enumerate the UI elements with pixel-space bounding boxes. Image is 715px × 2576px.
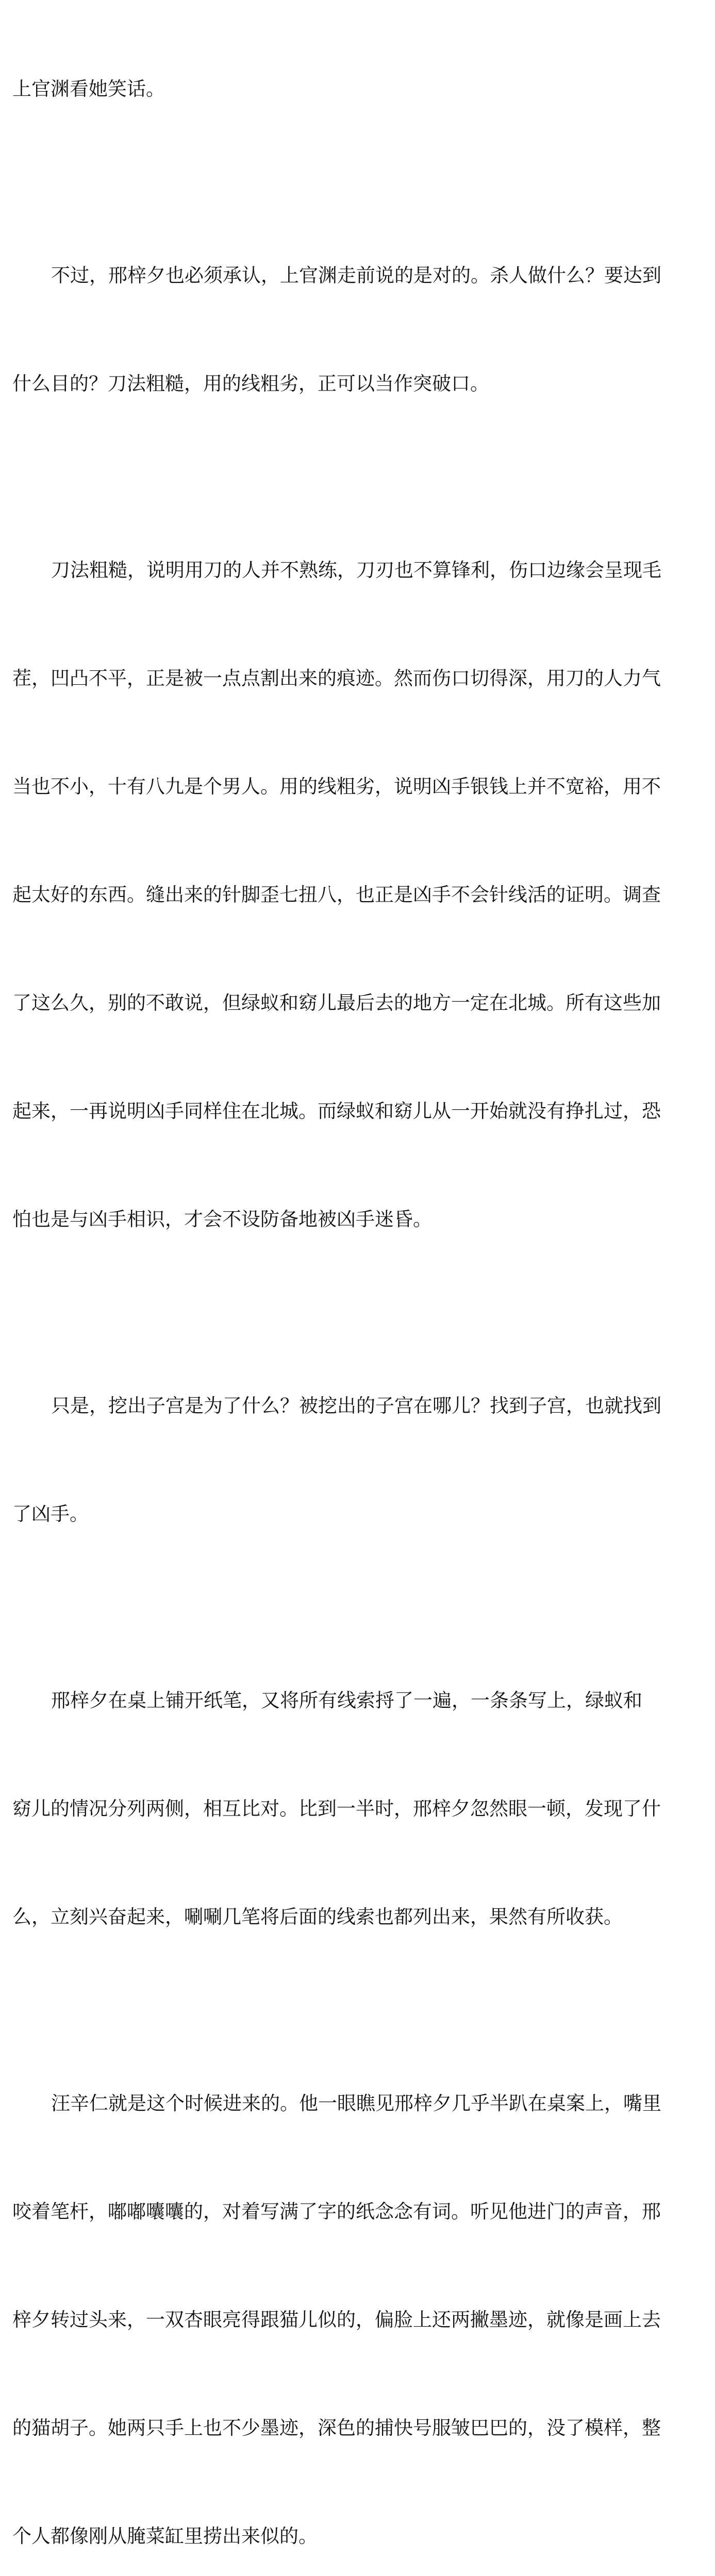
paragraph-gap	[12, 2007, 703, 2013]
text-line: 梓夕转过头来，一双杏眼亮得跟猫儿似的，偏脸上还两撇墨迹，就像是画上去	[12, 2309, 661, 2331]
text-line: 只是，挖出子宫是为了什么？被挖出的子宫在哪儿？找到子宫，也就找到	[51, 1395, 661, 1417]
document-page	[12, 0, 703, 2547]
text-line: 刀法粗糙，说明用刀的人并不熟练，刀刃也不算锋利，伤口边缘会呈现毛	[51, 559, 661, 581]
paragraph-gap	[12, 1604, 703, 1611]
text-line: 起来，一再说明凶手同样住在北城。而绿蚁和窈儿从一开始就没有挣扎过，恐	[12, 1100, 661, 1122]
text-line: 起太好的东西。缝出来的针脚歪七扭八，也正是凶手不会针线活的证明。调查	[12, 884, 661, 906]
paragraph-gap	[12, 1310, 703, 1316]
text-line: 上官渊看她笑话。	[12, 78, 165, 100]
text-line: 不过，邢梓夕也必须承认，上官渊走前说的是对的。杀人做什么？要达到	[51, 264, 661, 286]
text-line: 的猫胡子。她两只手上也不少墨迹，深色的捕快号服皱巴巴的，没了模样，整	[12, 2417, 661, 2439]
text-line: 个人都像刚从腌菜缸里捞出来似的。	[12, 2525, 318, 2547]
paragraph-2	[12, 185, 703, 474]
text-line: 么，立刻兴奋起来，唰唰几笔将后面的线索也都列出来，果然有所收获。	[12, 1906, 623, 1928]
text-line: 茬，凹凸不平，正是被一点点割出来的痕迹。然而伤口切得深，用刀的人力气	[12, 667, 661, 689]
text-line: 当也不小，十有八九是个男人。用的线粗劣，说明凶手银钱上并不宽裕，用不	[12, 775, 661, 798]
text-line: 邢梓夕在桌上铺开纸笔，又将所有线索捋了一遍，一条条写上，绿蚁和	[51, 1689, 642, 1711]
paragraph-gap	[12, 474, 703, 480]
text-line: 了凶手。	[12, 1503, 89, 1525]
paragraph-3	[12, 480, 703, 1310]
text-line: 窈儿的情况分列两侧，相互比对。比到一半时，邢梓夕忽然眼一顿，发现了什	[12, 1798, 661, 1820]
paragraph-5	[12, 1611, 703, 2007]
text-line: 怕也是与凶手相识，才会不设防备地被凶手迷昏。	[12, 1208, 432, 1230]
text-line: 什么目的？刀法粗糙，用的线粗劣，正可以当作突破口。	[12, 372, 489, 395]
text-line: 了这么久，别的不敢说，但绿蚁和窈儿最后去的地方一定在北城。所有这些加	[12, 992, 661, 1014]
paragraph-gap	[12, 179, 703, 185]
text-line: 汪辛仁就是这个时候进来的。他一眼瞧见邢梓夕几乎半趴在桌案上，嘴里	[51, 2092, 661, 2114]
paragraph-4	[12, 1316, 703, 1604]
paragraph-1	[12, 0, 703, 179]
text-line: 咬着笔杆，嘟嘟囔囔的，对着写满了字的纸念念有词。听见他进门的声音，邢	[12, 2200, 661, 2223]
paragraph-6	[12, 2013, 703, 2576]
